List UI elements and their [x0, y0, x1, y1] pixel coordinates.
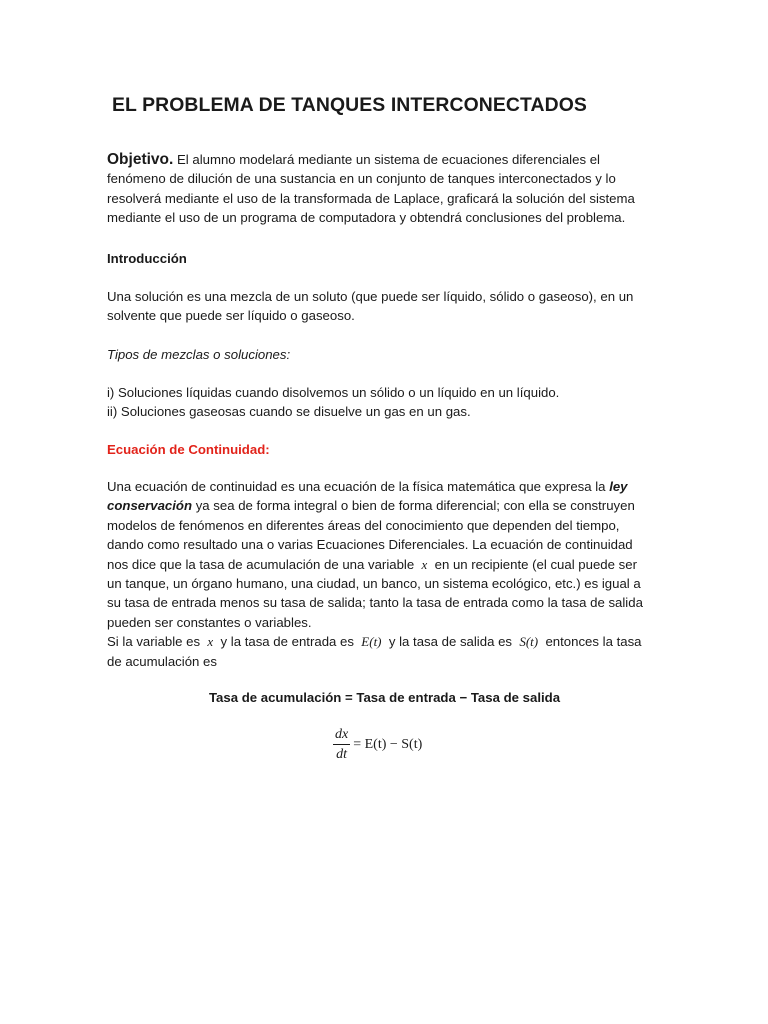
introduccion-paragraph [107, 287, 667, 326]
continuidad-line-7: su tasa de entrada menos su tasa de salida; tanto la tasa de entrada como la tasa de salida [107, 595, 643, 611]
continuidad-heading: Ecuación de Continuidad: [107, 442, 270, 457]
continuidad-line-6: un tanque, un órgano humano, una ciudad, un banco, un sistema ecológico, etc.) es igual a [107, 576, 641, 592]
continuidad-paragraph [107, 477, 667, 671]
tipos-heading: Tipos de mezclas o soluciones: [107, 347, 291, 362]
continuidad-line-9: Si la variable es x y la tasa de entrada es E(t) y la tasa de salida es S(t) entonces la tasa [107, 634, 642, 650]
salida-symbol: S(t) [519, 634, 539, 650]
objetivo-paragraph [107, 150, 667, 228]
variable-x-2: x [207, 634, 214, 650]
continuity-formula [333, 727, 422, 762]
objetivo-line-2: fenómeno de dilución de una sustancia en un conjunto de tanques interconectados y lo [107, 171, 616, 187]
fraction-numerator: dx [335, 727, 349, 742]
derivative-fraction [333, 727, 350, 762]
fraction-bar [333, 744, 350, 745]
tipos-list [107, 383, 667, 422]
tipos-item-2: ii) Soluciones gaseosas cuando se disuelve un gas en un gas. [107, 404, 471, 420]
introduccion-line-2: solvente que puede ser líquido o gaseoso. [107, 308, 355, 324]
variable-x: x [421, 556, 428, 572]
entrada-symbol: E(t) [361, 634, 382, 650]
introduccion-line-1: Una solución es una mezcla de un soluto (que puede ser líquido, sólido o gaseoso), en un [107, 289, 634, 304]
ley-term: ley [609, 479, 628, 494]
continuidad-line-10: de acumulación es [107, 653, 217, 669]
continuidad-line-8: pueden ser constantes o variables. [107, 614, 312, 630]
continuidad-line-2: conservación ya sea de forma integral o bien de forma diferencial; con ella se construyen [107, 498, 635, 514]
conservacion-term: conservación [107, 498, 193, 514]
objetivo-line-1: Objetivo. El alumno modelará mediante un sistema de ecuaciones diferenciales el [107, 151, 600, 168]
introduccion-heading: Introducción [107, 251, 187, 266]
objetivo-line-4: mediante el uso de un programa de computadora y obtendrá conclusiones del problema. [107, 210, 626, 226]
objetivo-line-3: resolverá mediante el uso de la transformada de Laplace, graficará la solución del sistema [107, 190, 635, 206]
continuidad-line-1: Una ecuación de continuidad es una ecuación de la física matemática que expresa la ley [107, 479, 628, 494]
objetivo-label: Objetivo. [107, 151, 174, 168]
tasa-equation: Tasa de acumulación = Tasa de entrada − Tasa de salida [208, 690, 561, 705]
tipos-item-1: i) Soluciones líquidas cuando disolvemos un sólido o un líquido en un líquido. [107, 385, 560, 400]
document-title: EL PROBLEMA DE TANQUES INTERCONECTADOS [112, 94, 587, 116]
continuidad-line-3: modelos de fenómenos en diferentes áreas del conocimiento que dependen del tiempo, [107, 517, 620, 533]
continuidad-line-5: nos dice que la tasa de acumulación de una variable x en un recipiente (el cual puede ser [107, 556, 637, 572]
formula-rhs: = E(t) − S(t) [353, 736, 423, 752]
fraction-denominator: dt [336, 747, 348, 762]
continuidad-line-4: dando como resultado una o varias Ecuaciones Diferenciales. La ecuación de continuidad [107, 537, 633, 553]
